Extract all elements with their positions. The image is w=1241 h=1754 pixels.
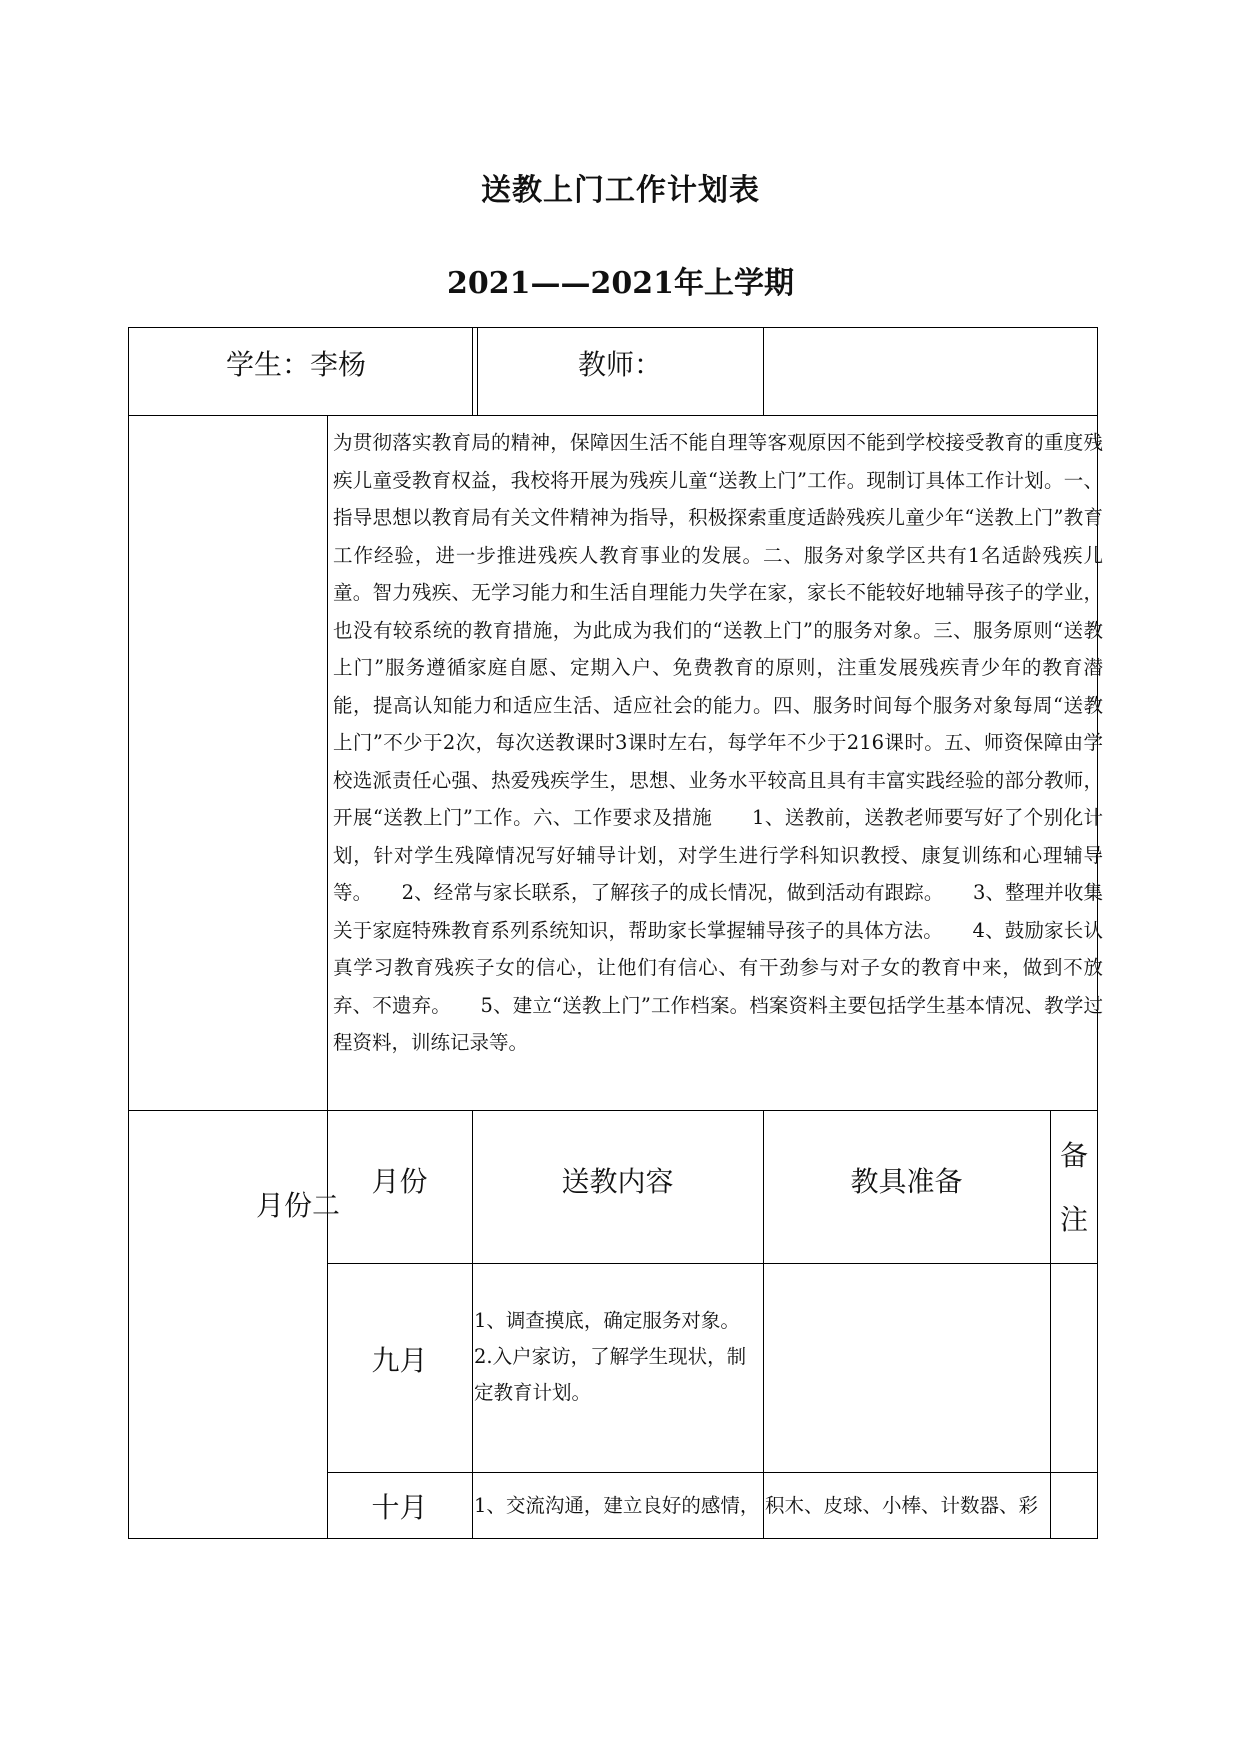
page-subtitle: 2021——2021年上学期 (447, 266, 794, 301)
row-content-oct-1: 1、交流沟通，建立良好的感情， (474, 1494, 760, 1517)
row-content-sep-1: 1、调查摸底，确定服务对象。 (474, 1309, 740, 1332)
header-double-line-a (472, 327, 473, 415)
schedule-row-divider (327, 1472, 1098, 1473)
plan-text: 为贯彻落实教育局的精神，保障因生活不能自理等客观原因不能到学校接受教育的重度残疾儿童受教育权益，我校将开展为残疾儿童“送教上门”工作。现制订具体工作计划。一、指导思想以教育局有关文件精神为指导，积极探索重度适龄残疾儿童少年“送教上门”教育工作经验，进一步推进残疾人教育事业的发展。二、服务对象学区共有1名适龄残疾儿童。智力残疾、无学习能力和生活自理能力失学在家，家长不能较好地辅导孩子的学业，也没有较系统的教育措施，为此成为我们的“送教上门”的服务对象。三、服务原则“送教上门”服务遵循家庭自愿、定期入户、免费教育的原则，注重发展残疾青少年的教育潜能，提高认知能力和适应生活、适应社会的能力。四、服务时间每个服务对象每周“送教上门”不少于2次，每次送教课时3课时左右，每学年不少于216课时。五、师资保障由学校选派责任心强、热爱残疾学生，思想、业务水平较高且具有丰富实践经验的部分教师，开展“送教上门”工作。六、工作要求及措施 1、送教前，送教老师要写好了个别化计划，针对学生残障情况写好辅导计划，对学生进行学科知识教授、康复训练和心理辅导等。 2、经常与家长联系，了解孩子的成长情况，做到活动有跟踪。 3、整理并收集关于家庭特殊教育系列系统知识，帮助家长掌握辅导孩子的具体方法。 4、鼓励家长认真学习教育残疾子女的信心，让他们有信心、有干劲参与对子女的教育中来，做到不放弃、不遗弃。 5、建立“送教上门”工作档案。档案资料主要包括学生基本情况、教学过程资料，训练记录等。 (333, 431, 1103, 1054)
plan-section-divider (128, 1110, 1098, 1111)
col-header-remarks: 备注 (1059, 1139, 1088, 1236)
col-header-month: 月份 (371, 1165, 428, 1198)
schedule-side-label: 月份二 (256, 1189, 341, 1222)
schedule-col-divider-3 (1050, 1110, 1051, 1539)
student-name: 学生：李杨 (226, 348, 367, 381)
header-row-divider (128, 415, 1098, 416)
teacher-label: 教师： (578, 348, 663, 381)
schedule-header-divider (327, 1263, 1098, 1264)
header-double-line-b (477, 327, 478, 415)
row-content-sep-2: 2.入户家访，了解学生现状，制定教育计划。 (474, 1345, 747, 1404)
row-materials-oct: 积木、皮球、小棒、计数器、彩 (765, 1494, 1039, 1517)
row-month-sep: 九月 (371, 1344, 428, 1377)
col-header-materials: 教具准备 (850, 1165, 963, 1198)
header-teacher-divider (763, 327, 764, 415)
col-header-content: 送教内容 (561, 1165, 674, 1198)
row-month-oct: 十月 (371, 1491, 428, 1524)
page-title: 送教上门工作计划表 (481, 173, 760, 208)
